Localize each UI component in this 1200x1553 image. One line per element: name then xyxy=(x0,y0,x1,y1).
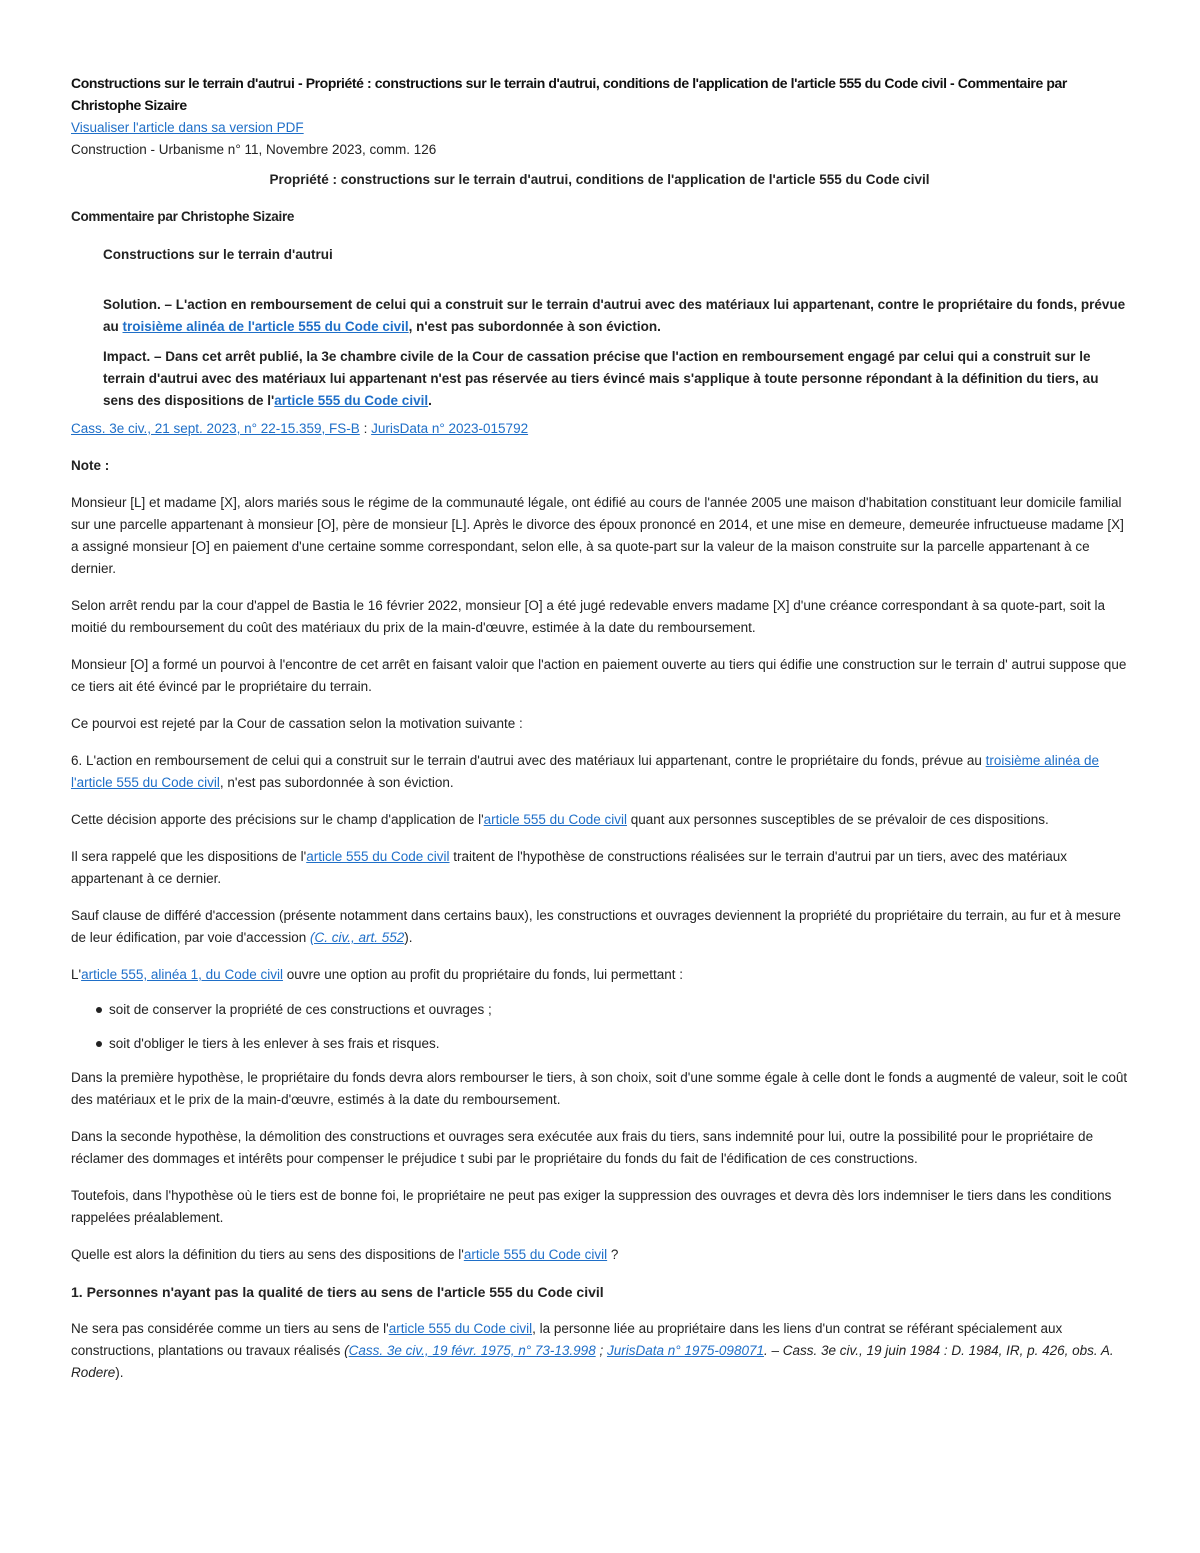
quote-text: 6. L'action en remboursement de celui qui a construit sur le terrain d'autrui avec des matériaux lui appartenant, contre le propriétaire du fonds, prévue au xyxy=(71,753,986,768)
accession-paragraph xyxy=(71,905,1128,949)
non-tiers-text-mid: , la personne liée au propriétaire dans les liens d'un contrat se référant spécialement aux constructions, plantations ou travaux réalisés xyxy=(71,1321,1063,1358)
accession-text-end: ). xyxy=(404,930,413,945)
art-555-al1-link[interactable]: article 555, alinéa 1, du Code civil xyxy=(81,967,283,982)
appeal-paragraph: Selon arrêt rendu par la cour d'appel de Bastia le 16 février 2022, monsieur [O] a été jugé redevable envers madame [X] d'une créance correspondant à sa quote-part, soit la moitié du remboursement du coût des matériaux du prix de la main-d'œuvre, estimée à la date du remboursement. xyxy=(71,598,1106,635)
citation-separator: : xyxy=(359,421,372,436)
pdf-link[interactable]: Visualiser l'article dans sa version PDF xyxy=(71,120,304,135)
non-tiers-text: Ne sera pas considérée comme un tiers au sens de l' xyxy=(71,1321,389,1336)
impact-article-link[interactable]: article 555 du Code civil xyxy=(274,393,429,408)
quote-article-link[interactable]: troisième alinéa de l'article 555 du Code civil xyxy=(71,753,1099,790)
ref-separator: ; xyxy=(595,1343,607,1358)
summary-heading: Constructions sur le terrain d'autrui xyxy=(103,247,333,262)
decision-citation xyxy=(71,418,1128,440)
court-quote xyxy=(71,750,1128,794)
non-tiers-article-link[interactable]: article 555 du Code civil xyxy=(388,1321,533,1336)
list-item-text: soit de conserver la propriété de ces constructions et ouvrages ; xyxy=(109,1002,492,1017)
publication-source: Construction - Urbanisme n° 11, Novembre 2023, comm. 126 xyxy=(71,142,437,157)
first-hypothesis-paragraph: Dans la première hypothèse, le propriétaire du fonds devra alors rembourser le tiers, à son choix, soit d'une somme égale à celle dont le fonds a augmenté de valeur, soit le coût des matériaux et le prix de la main-d'œuvre, estimés à la date du remboursement. xyxy=(71,1070,1128,1107)
cass-1975-link[interactable]: Cass. 3e civ., 19 févr. 1975, n° 73-13.998 xyxy=(348,1343,596,1358)
option-text: L' xyxy=(71,967,82,982)
question-text-end: ? xyxy=(607,1247,619,1262)
option-paragraph xyxy=(71,964,1128,986)
option-list xyxy=(71,999,1128,1055)
paren-open: ( xyxy=(344,1343,349,1358)
bullet-icon xyxy=(96,1041,102,1047)
option-text-end: ouvre une option au profit du propriétaire du fonds, lui permettant : xyxy=(282,967,683,982)
bullet-icon xyxy=(96,1007,102,1013)
reminder-text-end: traitent de l'hypothèse de constructions réalisées sur le terrain d'autrui par un tiers, avec des matériaux appartenant à ce dernier. xyxy=(71,849,1068,886)
reminder-article-link[interactable]: article 555 du Code civil xyxy=(306,849,450,864)
question-article-link[interactable]: article 555 du Code civil xyxy=(463,1247,608,1262)
quote-text-end: , n'est pas subordonnée à son éviction. xyxy=(219,775,454,790)
question-paragraph xyxy=(71,1244,1128,1266)
accession-text: Sauf clause de différé d'accession (présente notamment dans certains baux), les constructions et ouvrages deviennent la propriété du propriétaire du terrain, au fur et à mesure de leur édification, par voie d'accession xyxy=(71,908,1121,945)
question-text: Quelle est alors la définition du tiers au sens des dispositions de l' xyxy=(71,1247,464,1262)
jurisdata-link[interactable]: JurisData n° 2023-015792 xyxy=(371,421,529,436)
solution-text: Solution. – L'action en remboursement de celui qui a construit sur le terrain d'autrui avec des matériaux lui appartenant, contre le propriétaire du fonds, prévue au xyxy=(103,297,1126,334)
cass-decision-link[interactable]: Cass. 3e civ., 21 sept. 2023, n° 22-15.359, FS-B xyxy=(71,421,360,436)
reminder-text: Il sera rappelé que les dispositions de l' xyxy=(71,849,307,864)
solution-text-end: , n'est pas subordonnée à son éviction. xyxy=(408,319,661,334)
art-552-link[interactable]: (C. civ., art. 552 xyxy=(309,930,405,945)
ref-tail: . – Cass. 3e civ., 19 juin 1984 : D. 1984, IR, p. 426, obs. A. Rodere xyxy=(71,1343,1114,1380)
reminder-paragraph xyxy=(71,846,1128,890)
list-item xyxy=(109,1033,1128,1055)
section-1-title: 1. Personnes n'ayant pas la qualité de tiers au sens de l'article 555 du Code civil xyxy=(71,1284,604,1300)
list-item-text: soit d'obliger le tiers à les enlever à ses frais et risques. xyxy=(109,1036,440,1051)
summary-block xyxy=(103,244,1128,412)
rejection-paragraph: Ce pourvoi est rejeté par la Cour de cassation selon la motivation suivante : xyxy=(71,716,523,731)
solution-paragraph xyxy=(103,294,1128,338)
facts-paragraph: Monsieur [L] et madame [X], alors mariés sous le régime de la communauté légale, ont édifié au cours de l'année 2005 une maison d'habitation constituant leur domicile familial sur une parcelle appartenant à monsieur [O], père de monsieur [L]. Après le divorce des époux prononcé en 2014, et une mise en demeure, demeurée infructueuse madame [X] a assigné monsieur [O] en paiement d'une certaine somme correspondant, selon elle, à sa quote-part sur la valeur de la maison construite sur la parcelle appartenant à ce dernier. xyxy=(71,495,1124,576)
impact-text-end: . xyxy=(428,393,432,408)
note-body xyxy=(71,492,1128,1384)
scope-article-link[interactable]: article 555 du Code civil xyxy=(483,812,627,827)
paren-close: ). xyxy=(115,1365,124,1380)
solution-article-link[interactable]: troisième alinéa de l'article 555 du Code civil xyxy=(122,319,409,334)
scope-text-end: quant aux personnes susceptibles de se prévaloir de ces dispositions. xyxy=(626,812,1049,827)
scope-text: Cette décision apporte des précisions sur le champ d'application de l' xyxy=(71,812,484,827)
impact-paragraph xyxy=(103,346,1128,412)
article-subtitle: Propriété : constructions sur le terrain d'autrui, conditions de l'application de l'article 555 du Code civil xyxy=(269,172,930,187)
scope-paragraph xyxy=(71,809,1128,831)
list-item xyxy=(109,999,1128,1021)
good-faith-paragraph: Toutefois, dans l'hypothèse où le tiers est de bonne foi, le propriétaire ne peut pas exiger la suppression des ouvrages et devra dès lors indemniser le tiers dans les conditions rappelées préalablement. xyxy=(71,1188,1112,1225)
pourvoi-paragraph: Monsieur [O] a formé un pourvoi à l'encontre de cet arrêt en faisant valoir que l'action en paiement ouverte au tiers qui édifie une construction sur le terrain d' autrui suppose que ce tiers ait été évincé par le propriétaire du terrain. xyxy=(71,657,1127,694)
jurisdata-1975-link[interactable]: JurisData n° 1975-098071 xyxy=(606,1343,764,1358)
article-title: Constructions sur le terrain d'autrui - Propriété : constructions sur le terrain d'autrui, conditions de l'application de l'article 555 du Code civil - Commentaire par Christophe Sizaire xyxy=(71,75,1067,113)
second-hypothesis-paragraph: Dans la seconde hypothèse, la démolition des constructions et ouvrages sera exécutée aux frais du tiers, sans indemnité pour lui, outre la possibilité pour le propriétaire de réclamer des dommages et intérêts pour compenser le préjudice t subi par le propriétaire du fonds du fait de l'édification de ces constructions. xyxy=(71,1129,1094,1166)
note-label: Note : xyxy=(71,458,110,473)
author-line: Commentaire par Christophe Sizaire xyxy=(71,209,295,224)
impact-text: Impact. – Dans cet arrêt publié, la 3e chambre civile de la Cour de cassation précise que l'action en remboursement engagé par celui qui a construit sur le terrain d'autrui avec des matériaux lui appartenant n'est pas réservée au tiers évincé mais s'applique à toute personne répondant à la définition du tiers, au sens des dispositions de l' xyxy=(103,349,1099,408)
non-tiers-paragraph xyxy=(71,1318,1128,1384)
